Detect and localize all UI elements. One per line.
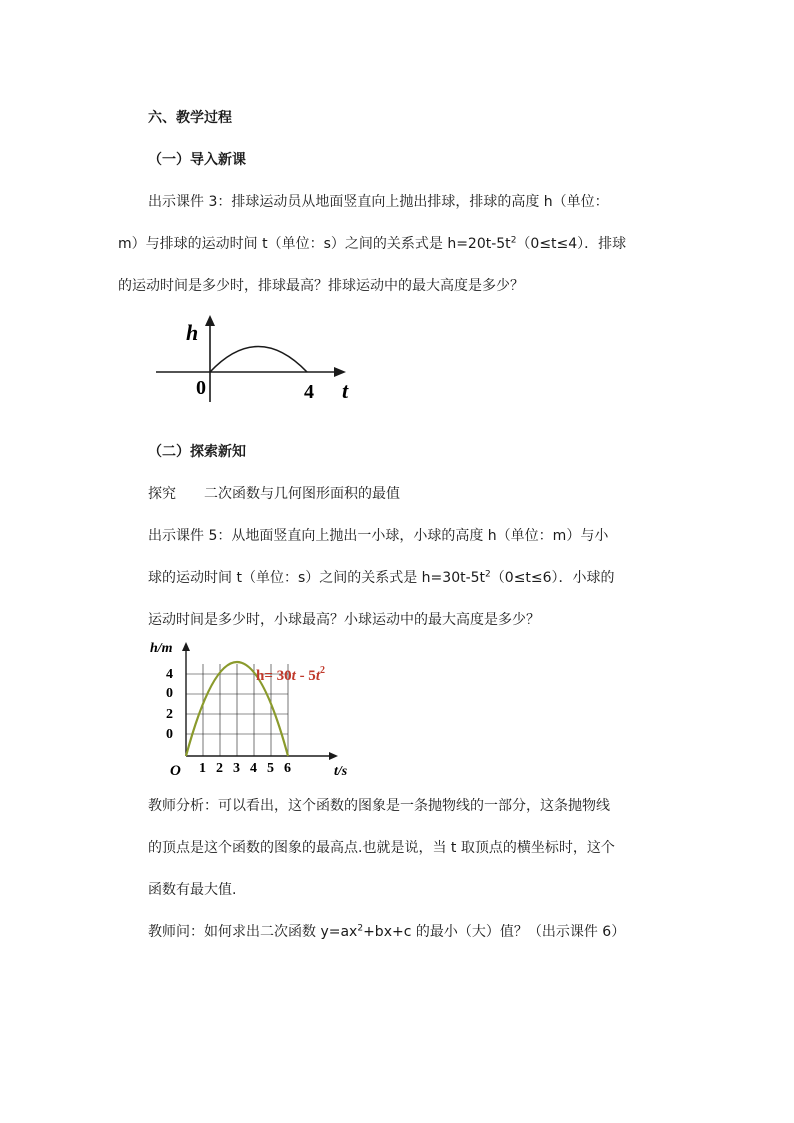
superscript: 2 — [485, 569, 491, 580]
part1-text: （0≤t≤4）．排球 — [516, 236, 627, 252]
part2-para-line3: 运动时间是多少时，小球最高？小球运动中的最大高度是多少？ — [148, 612, 540, 628]
graph2-formula — [256, 665, 325, 684]
section-title: 六、教学过程 — [148, 110, 232, 126]
part1-text: m）与排球的运动时间 t（单位：s）之间的关系式是 h=20t-5t — [118, 236, 511, 252]
question-line — [148, 922, 625, 942]
explore-line — [148, 484, 400, 504]
part1-para-line1: 出示课件 3：排球运动员从地面竖直向上抛出排球，排球的高度 h（单位： — [148, 194, 609, 210]
graph2-y-tick-label: 2 — [166, 707, 173, 722]
graph1-x-label: t — [342, 378, 349, 403]
part2-text: （0≤t≤6）．小球的 — [490, 570, 615, 586]
analysis-line3: 函数有最大值. — [148, 882, 237, 898]
graph1-origin-label: 0 — [196, 377, 206, 399]
graph2-formula-part: t — [291, 668, 296, 684]
graph2-formula-part: t — [315, 668, 320, 684]
graph2-x-tick-label: 1 — [199, 761, 206, 776]
part2-para-line2 — [148, 568, 615, 588]
graph2-ball — [146, 634, 366, 780]
analysis-line1: 教师分析：可以看出，这个函数的图象是一条抛物线的一部分，这条抛物线 — [148, 798, 610, 814]
graph2-y-tick-label: 0 — [166, 686, 173, 701]
graph2-x-tick-label: 4 — [250, 761, 257, 776]
graph2-x-label: t/s — [334, 764, 348, 779]
explore-title: 二次函数与几何图形面积的最值 — [204, 486, 400, 502]
question-text: +bx+c 的最小（大）值？（出示课件 6） — [363, 924, 626, 940]
part1-para-line3: 的运动时间是多少时，排球最高？排球运动中的最大高度是多少？ — [118, 278, 524, 294]
graph1-y-arrow-icon — [205, 315, 215, 326]
question-text: 教师问：如何求出二次函数 y=ax — [148, 924, 358, 940]
graph2-x-arrow-icon — [329, 752, 338, 760]
graph1-volleyball — [150, 312, 370, 412]
graph2-origin-label: O — [170, 763, 181, 779]
superscript: 2 — [510, 235, 517, 246]
graph1-curve — [210, 347, 307, 373]
graph2-y-label: h/m — [150, 641, 173, 656]
graph1-y-label: h — [186, 320, 199, 345]
analysis-line2: 的顶点是这个函数的图象的最高点.也就是说，当 t 取顶点的横坐标时，这个 — [148, 840, 615, 856]
graph1-x-arrow-icon — [334, 367, 346, 377]
part2-heading: （二）探索新知 — [148, 444, 246, 460]
graph1-end-label: 4 — [304, 381, 314, 403]
graph2-y-arrow-icon — [182, 642, 190, 651]
part1-heading: （一）导入新课 — [148, 152, 246, 168]
graph2-x-tick-label: 5 — [267, 761, 274, 776]
explore-label: 探究 — [148, 486, 176, 502]
graph2-y-tick-label: 4 — [166, 667, 173, 682]
part1-para-line2 — [118, 234, 626, 254]
graph2-x-tick-label: 2 — [216, 761, 223, 776]
graph2-x-tick-label: 3 — [233, 761, 240, 776]
graph2-x-tick-label: 6 — [284, 761, 291, 776]
superscript: 2 — [357, 923, 364, 934]
graph2-formula-part: 2 — [319, 665, 325, 676]
graph2-formula-part: - 5 — [295, 668, 316, 684]
graph2-y-tick-label: 0 — [166, 727, 173, 742]
part2-para-line1: 出示课件 5：从地面竖直向上抛出一小球，小球的高度 h（单位：m）与小 — [148, 528, 609, 544]
part2-text: 球的运动时间 t（单位：s）之间的关系式是 h=30t-5t — [148, 570, 486, 586]
graph2-formula-part: h= 30 — [256, 668, 292, 684]
